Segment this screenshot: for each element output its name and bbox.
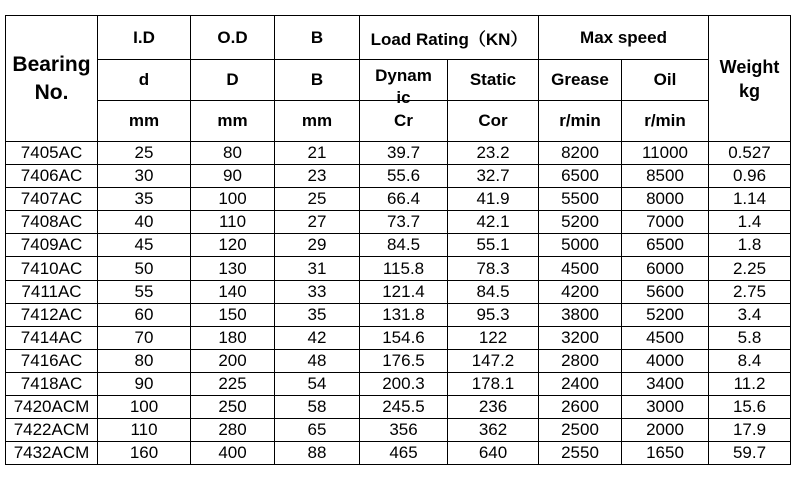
cell-cr: 115.8 <box>360 257 448 280</box>
table-body <box>6 142 791 465</box>
cell-B: 25 <box>275 188 360 211</box>
header-id: I.D <box>98 16 191 60</box>
cell-cor: 95.3 <box>448 303 539 326</box>
header-unit-D: mm <box>191 101 275 142</box>
cell-grease: 8200 <box>539 142 622 165</box>
cell-oil: 6500 <box>622 234 709 257</box>
cell-oil: 2000 <box>622 419 709 442</box>
header-unit-cor: Cor <box>448 101 539 142</box>
table-row <box>6 257 791 280</box>
cell-oil: 8500 <box>622 165 709 188</box>
cell-d: 35 <box>98 188 191 211</box>
header-unit-cr: Cr <box>360 101 448 142</box>
cell-cr: 154.6 <box>360 326 448 349</box>
cell-grease: 2800 <box>539 349 622 372</box>
cell-weight: 59.7 <box>709 442 791 465</box>
table-row <box>6 142 791 165</box>
cell-weight: 5.8 <box>709 326 791 349</box>
cell-D: 180 <box>191 326 275 349</box>
cell-d: 90 <box>98 372 191 395</box>
cell-cr: 73.7 <box>360 211 448 234</box>
cell-bearing: 7407AC <box>6 188 98 211</box>
cell-grease: 2500 <box>539 419 622 442</box>
header-unit-oil: r/min <box>622 101 709 142</box>
header-row-symbols <box>6 60 791 101</box>
cell-cr: 55.6 <box>360 165 448 188</box>
cell-cor: 122 <box>448 326 539 349</box>
cell-D: 250 <box>191 396 275 419</box>
cell-weight: 1.14 <box>709 188 791 211</box>
cell-weight: 1.4 <box>709 211 791 234</box>
cell-oil: 11000 <box>622 142 709 165</box>
cell-oil: 5600 <box>622 280 709 303</box>
cell-bearing: 7416AC <box>6 349 98 372</box>
cell-B: 29 <box>275 234 360 257</box>
cell-D: 120 <box>191 234 275 257</box>
cell-grease: 5000 <box>539 234 622 257</box>
cell-B: 65 <box>275 419 360 442</box>
header-dynamic-label: Dynamic <box>375 65 432 107</box>
header-unit-d: mm <box>98 101 191 142</box>
table-row <box>6 280 791 303</box>
cell-weight: 15.6 <box>709 396 791 419</box>
cell-cr: 176.5 <box>360 349 448 372</box>
cell-bearing: 7411AC <box>6 280 98 303</box>
cell-cor: 178.1 <box>448 372 539 395</box>
header-weight: Weight kg <box>709 16 791 142</box>
table-row <box>6 234 791 257</box>
cell-cor: 41.9 <box>448 188 539 211</box>
table-row <box>6 211 791 234</box>
cell-bearing: 7420ACM <box>6 396 98 419</box>
cell-B: 21 <box>275 142 360 165</box>
cell-cor: 42.1 <box>448 211 539 234</box>
cell-cor: 84.5 <box>448 280 539 303</box>
cell-d: 70 <box>98 326 191 349</box>
cell-oil: 3000 <box>622 396 709 419</box>
header-max-speed: Max speed <box>539 16 709 60</box>
cell-bearing: 7422ACM <box>6 419 98 442</box>
table-row <box>6 396 791 419</box>
header-symbol-B: B <box>275 60 360 101</box>
cell-cr: 465 <box>360 442 448 465</box>
cell-oil: 4500 <box>622 326 709 349</box>
cell-bearing: 7406AC <box>6 165 98 188</box>
cell-cr: 356 <box>360 419 448 442</box>
cell-B: 42 <box>275 326 360 349</box>
cell-grease: 5200 <box>539 211 622 234</box>
cell-grease: 5500 <box>539 188 622 211</box>
cell-weight: 3.4 <box>709 303 791 326</box>
cell-D: 280 <box>191 419 275 442</box>
cell-weight: 1.8 <box>709 234 791 257</box>
cell-grease: 4200 <box>539 280 622 303</box>
header-oil: Oil <box>622 60 709 101</box>
cell-cor: 640 <box>448 442 539 465</box>
cell-bearing: 7405AC <box>6 142 98 165</box>
cell-oil: 5200 <box>622 303 709 326</box>
header-od: O.D <box>191 16 275 60</box>
header-symbol-D: D <box>191 60 275 101</box>
cell-cor: 147.2 <box>448 349 539 372</box>
cell-grease: 3200 <box>539 326 622 349</box>
cell-cr: 84.5 <box>360 234 448 257</box>
cell-B: 27 <box>275 211 360 234</box>
cell-d: 50 <box>98 257 191 280</box>
cell-cor: 32.7 <box>448 165 539 188</box>
header-unit-B: mm <box>275 101 360 142</box>
cell-d: 110 <box>98 419 191 442</box>
cell-D: 130 <box>191 257 275 280</box>
cell-cr: 131.8 <box>360 303 448 326</box>
header-dynamic <box>360 60 448 107</box>
cell-bearing: 7432ACM <box>6 442 98 465</box>
cell-D: 225 <box>191 372 275 395</box>
cell-cr: 121.4 <box>360 280 448 303</box>
cell-grease: 2600 <box>539 396 622 419</box>
cell-D: 100 <box>191 188 275 211</box>
cell-cr: 39.7 <box>360 142 448 165</box>
cell-grease: 3800 <box>539 303 622 326</box>
cell-oil: 3400 <box>622 372 709 395</box>
cell-D: 90 <box>191 165 275 188</box>
cell-bearing: 7410AC <box>6 257 98 280</box>
header-b: B <box>275 16 360 60</box>
cell-d: 30 <box>98 165 191 188</box>
cell-B: 48 <box>275 349 360 372</box>
cell-cor: 362 <box>448 419 539 442</box>
cell-bearing: 7408AC <box>6 211 98 234</box>
cell-grease: 2550 <box>539 442 622 465</box>
cell-weight: 2.25 <box>709 257 791 280</box>
cell-D: 80 <box>191 142 275 165</box>
cell-grease: 6500 <box>539 165 622 188</box>
cell-cor: 23.2 <box>448 142 539 165</box>
cell-d: 40 <box>98 211 191 234</box>
table-row <box>6 442 791 465</box>
header-static: Static <box>448 60 539 101</box>
header-load-rating: Load Rating（KN） <box>360 16 539 60</box>
table-row <box>6 372 791 395</box>
cell-weight: 8.4 <box>709 349 791 372</box>
table-row <box>6 303 791 326</box>
cell-bearing: 7412AC <box>6 303 98 326</box>
cell-D: 150 <box>191 303 275 326</box>
cell-oil: 7000 <box>622 211 709 234</box>
table-row <box>6 326 791 349</box>
cell-grease: 4500 <box>539 257 622 280</box>
cell-grease: 2400 <box>539 372 622 395</box>
cell-oil: 8000 <box>622 188 709 211</box>
cell-d: 45 <box>98 234 191 257</box>
header-grease: Grease <box>539 60 622 101</box>
cell-weight: 2.75 <box>709 280 791 303</box>
cell-D: 110 <box>191 211 275 234</box>
header-bearing-no: Bearing No. <box>6 16 98 142</box>
cell-D: 140 <box>191 280 275 303</box>
header-unit-grease: r/min <box>539 101 622 142</box>
cell-D: 400 <box>191 442 275 465</box>
cell-d: 60 <box>98 303 191 326</box>
cell-oil: 1650 <box>622 442 709 465</box>
cell-cr: 200.3 <box>360 372 448 395</box>
cell-B: 23 <box>275 165 360 188</box>
table-row <box>6 419 791 442</box>
cell-d: 100 <box>98 396 191 419</box>
table-row <box>6 188 791 211</box>
cell-cor: 236 <box>448 396 539 419</box>
cell-weight: 0.96 <box>709 165 791 188</box>
cell-cr: 245.5 <box>360 396 448 419</box>
cell-bearing: 7418AC <box>6 372 98 395</box>
bearing-spec-table <box>5 15 791 465</box>
cell-B: 33 <box>275 280 360 303</box>
cell-d: 55 <box>98 280 191 303</box>
cell-d: 80 <box>98 349 191 372</box>
table-row <box>6 165 791 188</box>
cell-d: 25 <box>98 142 191 165</box>
cell-weight: 11.2 <box>709 372 791 395</box>
cell-weight: 17.9 <box>709 419 791 442</box>
cell-B: 35 <box>275 303 360 326</box>
table-header <box>6 16 791 142</box>
cell-cor: 78.3 <box>448 257 539 280</box>
cell-cr: 66.4 <box>360 188 448 211</box>
cell-B: 54 <box>275 372 360 395</box>
cell-weight: 0.527 <box>709 142 791 165</box>
cell-B: 88 <box>275 442 360 465</box>
cell-bearing: 7414AC <box>6 326 98 349</box>
cell-B: 31 <box>275 257 360 280</box>
cell-bearing: 7409AC <box>6 234 98 257</box>
cell-B: 58 <box>275 396 360 419</box>
header-row-groups <box>6 16 791 60</box>
cell-d: 160 <box>98 442 191 465</box>
cell-oil: 4000 <box>622 349 709 372</box>
cell-oil: 6000 <box>622 257 709 280</box>
cell-D: 200 <box>191 349 275 372</box>
header-symbol-d: d <box>98 60 191 101</box>
table-row <box>6 349 791 372</box>
cell-cor: 55.1 <box>448 234 539 257</box>
